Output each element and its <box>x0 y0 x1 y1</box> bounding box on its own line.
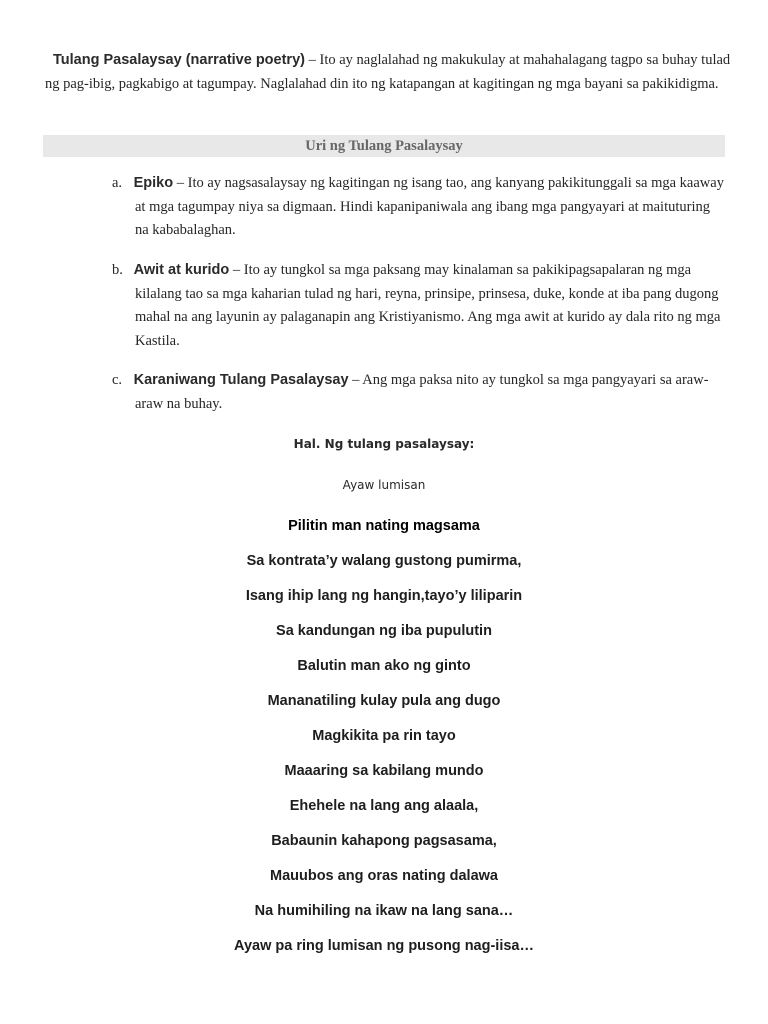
item-dash: – <box>348 372 363 388</box>
poem-body <box>0 509 768 964</box>
poem-title: Ayaw lumisan <box>342 478 426 492</box>
item-first-line: Ito ay tungkol sa mga paksang may kinalaman sa pakikipagsapalaran ng mga <box>243 262 692 278</box>
item-first-line: Ito ay nagsasalaysay ng kagitingan ng isang tao, ang kanyang pakikitunggali sa mga kaaway <box>187 175 724 191</box>
poem-line: Isang ihip lang ng hangin,tayo’y liliparin <box>245 588 523 604</box>
item-continuation: araw na buhay. <box>135 395 223 412</box>
type-item-epiko <box>112 172 726 243</box>
poem-line: Maaaring sa kabilang mundo <box>284 763 484 779</box>
poem-line: Na humihiling na ikaw na lang sana… <box>254 903 514 919</box>
item-marker: b. <box>112 262 123 278</box>
poem-line: Sa kandungan ng iba pupulutin <box>276 623 492 639</box>
poem-line: Balutin man ako ng ginto <box>297 658 471 674</box>
item-dash: – <box>229 262 244 278</box>
intro-paragraph <box>45 49 735 96</box>
poem-line: Ehehele na lang ang alaala, <box>289 798 479 814</box>
intro-dash: – <box>304 52 320 68</box>
item-marker: a. <box>112 175 123 191</box>
item-dash: – <box>173 175 188 191</box>
example-label: Hal. Ng tulang pasalaysay: <box>293 437 475 451</box>
poem-line: Pilitin man nating magsama <box>288 518 480 534</box>
poem-line: Mananatiling kulay pula ang dugo <box>267 693 501 709</box>
poem-line: Babaunin kahapong pagsasama, <box>271 833 497 849</box>
type-item-karaniwang-tula <box>112 369 726 416</box>
poem-line: Sa kontrata’y walang gustong pumirma, <box>246 553 522 569</box>
type-item-awit-at-kurido <box>112 259 726 353</box>
poem-line: Ayaw pa ring lumisan ng pusong nag-iisa… <box>234 938 534 954</box>
item-term: Epiko <box>133 175 174 191</box>
item-continuation: kilalang tao sa mga kaharian tulad ng hari, reyna, prinsipe, prinsesa, duke, konde at iba pang dugong mahal na ang layunin ay palaganapin ang Kristiyanismo. Ang mga awit at kurido ay dala rito ng mga Kastila. <box>135 285 721 349</box>
section-heading: Uri ng Tulang Pasalaysay <box>43 135 725 157</box>
item-term: Karaniwang Tulang Pasalaysay <box>133 372 349 388</box>
poem-line: Mauubos ang oras nating dalawa <box>269 868 498 884</box>
item-continuation: at mga tagumpay niya sa digmaan. Hindi kapanipaniwala ang ibang mga pangyayari at maituturing na kababalaghan. <box>135 198 710 238</box>
item-first-line: Ang mga paksa nito ay tungkol sa mga pangyayari sa araw- <box>362 372 709 388</box>
intro-term: Tulang Pasalaysay (narrative poetry) <box>53 52 305 68</box>
item-term: Awit at kurido <box>133 262 230 278</box>
poem-line: Magkikita pa rin tayo <box>312 728 456 744</box>
intro-text: Ito ay naglalahad ng makukulay at mahahalagang tagpo sa buhay tulad ng pag-ibig, pagkabigo at tagumpay. Naglalahad din ito ng katapangan at kagitingan ng mga bayani sa pakikidigma. <box>45 52 731 92</box>
item-marker: c. <box>112 372 123 388</box>
